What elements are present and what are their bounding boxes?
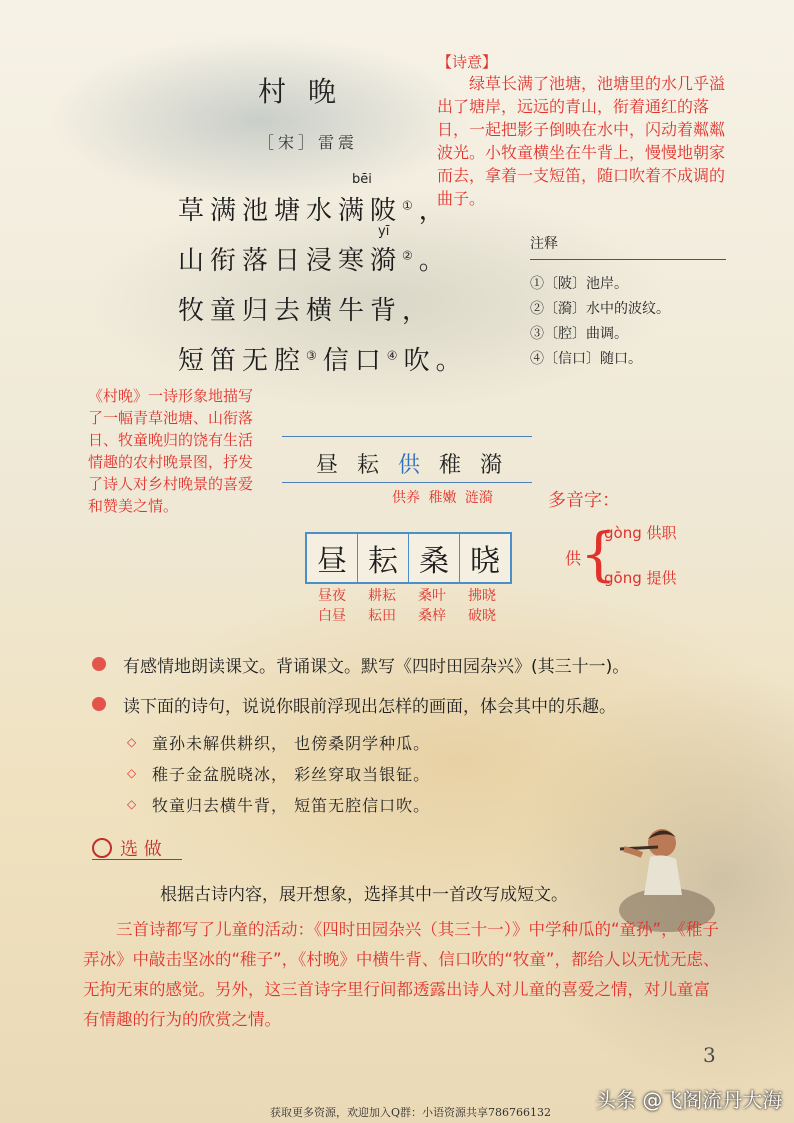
polyphone-char: 供	[565, 549, 582, 568]
optional-task: 根据古诗内容，展开想象，选择其中一首改写成短文。	[160, 885, 568, 905]
word-column: 昼夜 白昼	[318, 588, 346, 624]
rule-top	[282, 436, 532, 437]
task-2: 读下面的诗句，说说你眼前浮现出怎样的画面，体会其中的乐趣。	[123, 697, 616, 717]
grid-char: 晓	[470, 544, 500, 579]
poem-line-3: 牧童归去横牛背，	[178, 296, 435, 326]
task-bullet-icon	[92, 697, 106, 711]
watermark: 头条 @飞阁流丹大海	[596, 1088, 783, 1112]
rule-bottom	[282, 482, 532, 483]
verse-line: 童孙未解供耕织， 也傍桑阴学种瓜。	[152, 734, 431, 753]
note-item: ②〔漪〕水中的波纹。	[530, 301, 670, 317]
verse-line: 稚子金盆脱晓冰， 彩丝穿取当银钲。	[152, 765, 431, 784]
optional-icon	[92, 838, 112, 858]
footer-note: 获取更多资源，欢迎加入Q群：小语资源共享786766132	[270, 1106, 552, 1119]
diamond-icon: ◇	[127, 735, 137, 749]
word-column: 桑叶 桑梓	[418, 588, 446, 624]
word-column: 拂晓 破晓	[468, 588, 496, 624]
optional-label: 选 做	[120, 839, 162, 860]
meaning-label: 【诗意】	[437, 53, 498, 71]
pinyin-yi: yī	[378, 224, 390, 239]
poem-line-1: 草满池塘水满陂①，	[178, 196, 451, 226]
note-item: ④〔信口〕随口。	[530, 351, 642, 367]
word-column: 耕耘 耘田	[368, 588, 396, 624]
grid-char: 耘	[358, 534, 409, 582]
page-number: 3	[703, 1043, 716, 1067]
polyphone-label: 多音字：	[548, 490, 620, 511]
poem-title: 村晚	[258, 75, 359, 108]
poem-line-2: 山衔落日浸寒漪②。	[178, 246, 451, 276]
summary-note: 三首诗都写了儿童的活动：《四时田园杂兴（其三十一）》中学种瓜的“童孙”，《稚子弄冰》中敲击坚冰的“稚子”，《村晚》中横牛背、信口吹的“牧童”，都给人以无忧无虑、无拘无束的感觉。另外，这三首诗字里行间都透露出诗人对儿童的喜爱之情，对儿童富有情趣的行为的欣赏之情。	[83, 920, 720, 1029]
meaning-text: 绿草长满了池塘，池塘里的水几乎溢出了塘岸，远远的青山，衔着通红的落日，一起把影子倒映在水中，闪动着粼粼波光。小牧童横坐在牛背上，慢慢地朝家而去，拿着一支短笛，随口吹着不成调的曲子。	[437, 74, 726, 208]
grid-words	[307, 586, 507, 626]
grid-char: 桑	[409, 534, 460, 582]
recognize-chars: 昼 耘 供 稚 漪	[316, 453, 509, 478]
note-item: ①〔陂〕池岸。	[530, 276, 628, 292]
diamond-icon: ◇	[127, 797, 137, 811]
note-item: ③〔腔〕曲调。	[530, 326, 628, 342]
poem-author: ［宋］雷震	[258, 133, 359, 152]
grid-char: 昼	[307, 534, 358, 582]
polyphone-reading: gòng 供职	[604, 524, 677, 542]
task-1: 有感情地朗读课文。背诵课文。默写《四时田园杂兴》(其三十一)。	[123, 657, 630, 677]
recognize-words: 供养 稚嫩 涟漪	[392, 490, 493, 506]
analysis-note: 《村晚》一诗形象地描写了一幅青草池塘、山衔落日、牧童晚归的饶有生活情趣的农村晚景图，抒发了诗人对乡村晚景的喜爱和赞美之情。	[88, 387, 254, 515]
brace-icon: {	[580, 520, 617, 588]
task-bullet-icon	[92, 657, 106, 671]
polyphone-reading: gōng 提供	[604, 569, 677, 587]
diamond-icon: ◇	[127, 766, 137, 780]
optional-underline	[92, 859, 182, 860]
writing-grid	[305, 532, 512, 584]
pinyin-bei: bēi	[352, 172, 372, 187]
poem-line-4: 短笛无腔③信口④吹。	[178, 346, 468, 376]
notes-divider	[530, 259, 726, 260]
verse-line: 牧童归去横牛背， 短笛无腔信口吹。	[152, 796, 431, 815]
notes-title: 注释	[530, 236, 558, 252]
